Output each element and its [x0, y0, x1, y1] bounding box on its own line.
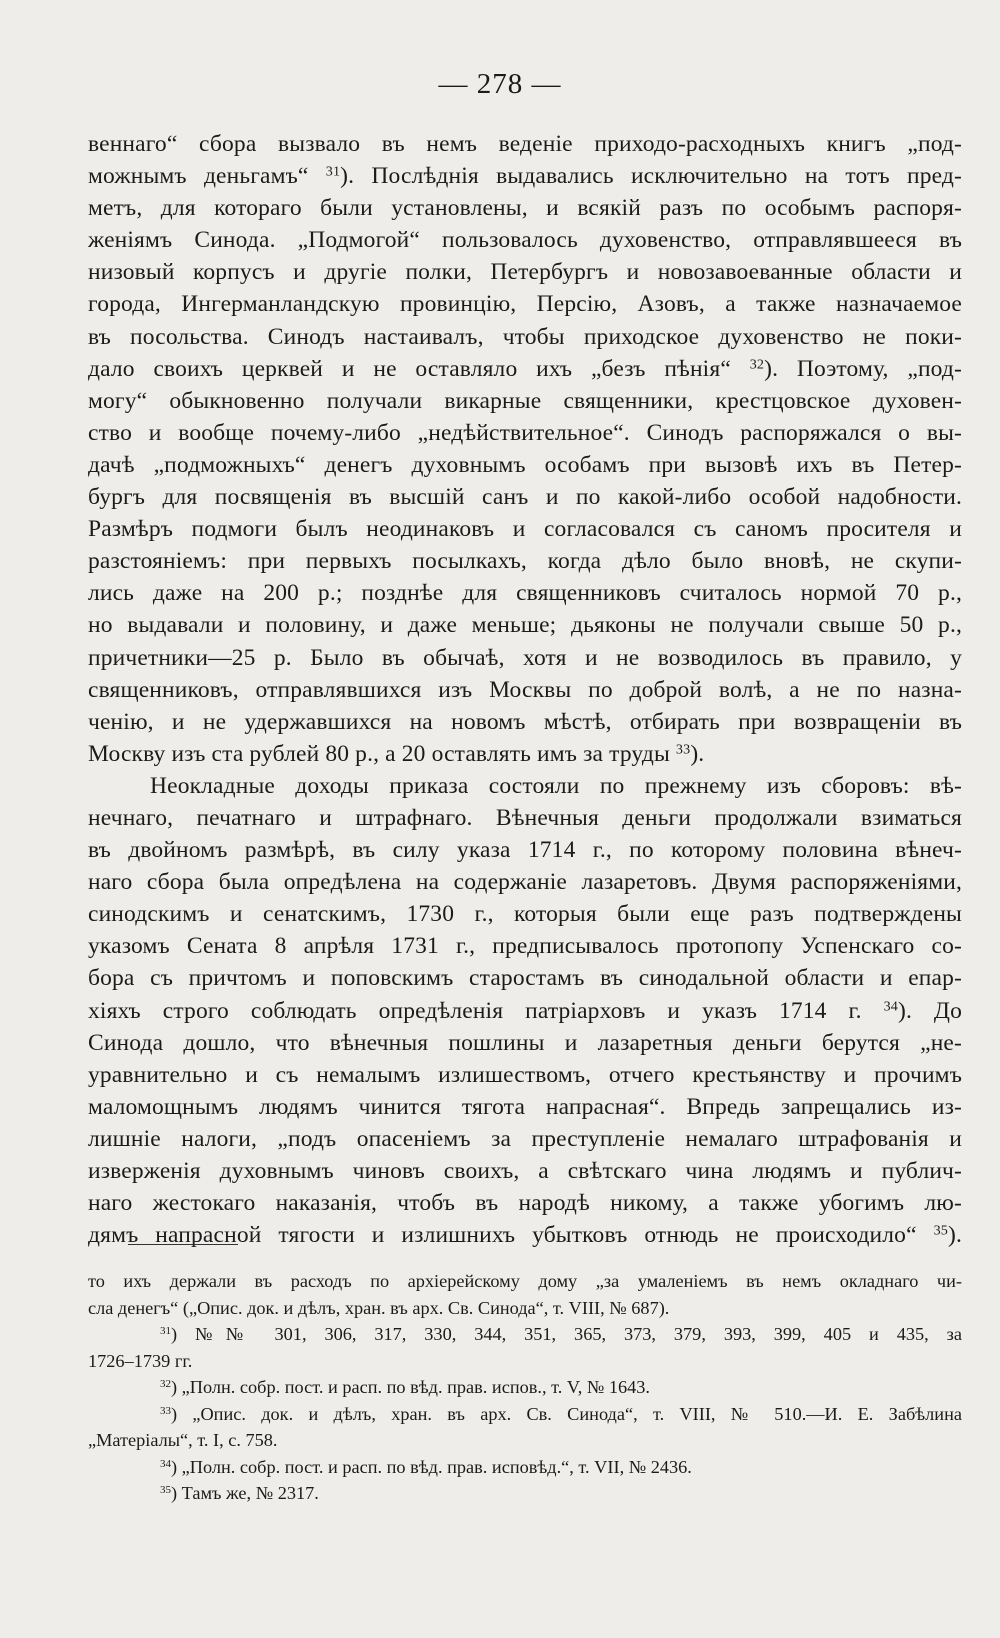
- footnote-number: 31: [160, 1324, 171, 1337]
- text-line: наго жестокаго наказанія, чтобъ въ народѣ никому, а также убогимъ лю-: [88, 1190, 962, 1217]
- footnote-number: 34: [160, 1457, 171, 1470]
- text-line: хіяхъ строго соблюдать опредѣленія патріарховъ и указъ 1714 г. $^{34}$). До: [88, 997, 963, 1024]
- text-line: метъ, для котораго были установлены, и всякій разъ по особымъ распоря-: [88, 195, 962, 222]
- text-line: низовый корпусъ и другіе полки, Петербургъ и новозавоеванные области и: [88, 259, 962, 286]
- footnote-34: $^{34}$) „Полн. собр. пост. и расп. по вѣд. прав. исповѣд.“, т. VII, № 2436.: [160, 1456, 692, 1477]
- text-line: дачѣ „подможныхъ“ денегъ духовнымъ особамъ при вызовѣ ихъ въ Петер-: [88, 451, 962, 478]
- text-line: ченію, и не удержавшихся на новомъ мѣстѣ, отбирать при возвращеніи въ: [88, 708, 962, 735]
- text-line: нечнаго, печатнаго и штрафнаго. Вѣнечныя деньги продолжали взиматься: [88, 804, 962, 831]
- text-line: но выдавали и половину, и даже меньше; дьяконы не получали свыше 50 р.,: [88, 612, 962, 639]
- text-line: указомъ Сената 8 апрѣля 1731 г., предписывалось протопопу Успенскаго со-: [88, 933, 962, 960]
- main-text: [88, 128, 962, 1251]
- text-line: уравнительно и съ немалымъ излишествомъ, отчего крестьянству и прочимъ: [88, 1061, 962, 1088]
- footnote-ref: 32: [749, 355, 765, 372]
- footnote-number: 35: [160, 1483, 171, 1496]
- footnote-32: $^{32}$) „Полн. собр. пост. и расп. по вѣд. прав. испов., т. V, № 1643.: [160, 1377, 650, 1397]
- footnote-number: 33: [160, 1404, 171, 1417]
- text-line: синодскимъ и сенатскимъ, 1730 г., которыя были еще разъ подтверждены: [88, 901, 962, 928]
- text-line: лись даже на 200 р.; позднѣе для священниковъ считалось нормой 70 р.,: [88, 580, 962, 607]
- footnote-line: сла денегъ“ („Опис. док. и дѣлъ, хран. въ арх. Св. Синода“, т. VIII, № 687).: [88, 1297, 670, 1318]
- text-line: веннаго“ сбора вызвало въ немъ веденіе приходо-расходныхъ книгъ „под-: [88, 131, 962, 157]
- footnote-number: 32: [160, 1377, 171, 1390]
- footnote-ref: 31: [325, 163, 341, 180]
- page-number: — 278 —: [438, 68, 562, 100]
- text-line: священниковъ, отправлявшихся изъ Москвы по доброй волѣ, а не по назна-: [88, 676, 962, 703]
- text-line: Синода дошло, что вѣнечныя пошлины и лазаретныя деньги берутся „не-: [88, 1029, 962, 1056]
- text-line: лишніе налоги, „подъ опасеніемъ за преступленіе немалаго штрафованія и: [88, 1125, 962, 1152]
- footnote-separator: [128, 1244, 238, 1245]
- text-line: въ посольства. Синодъ настаивалъ, чтобы приходское духовенство не поки-: [88, 323, 962, 350]
- text-line: дямъ напрасной тягости и излишнихъ убытковъ отнюдь не происходило“ $^{35}$).: [88, 1222, 962, 1249]
- footnote-31: $^{31}$) №№ 301, 306, 317, 330, 344, 351, 365, 373, 379, 393, 399, 405 и 435, за: [160, 1324, 962, 1344]
- footnote-line: то ихъ держали въ расходъ по архіерейскому дому „за умаленіемъ въ немъ окладнаго чи-: [88, 1271, 962, 1291]
- text-line: разстояніемъ: при первыхъ посылкахъ, когда дѣло было вновѣ, не скупи-: [88, 548, 962, 575]
- footnote-33: $^{33}$) „Опис. док. и дѣлъ, хран. въ арх. Св. Синода“, т. VIII, № 510.—И. Е. Забѣлина: [160, 1403, 962, 1424]
- text-line: могу“ обыкновенно получали викарные священники, крестцовское духовен-: [88, 387, 962, 414]
- footnote-ref: 35: [933, 1222, 948, 1239]
- footnote-line: „Матеріалы“, т. I, с. 758.: [88, 1430, 278, 1450]
- text-line: въ двойномъ размѣрѣ, въ силу указа 1714 г., по которому половина вѣнеч-: [88, 837, 962, 864]
- text-line: бургъ для посвященія въ высшій санъ и по какой-либо особой надобности.: [88, 484, 962, 511]
- text-line: причетники—25 р. Было въ обычаѣ, хотя и не возводилось въ правило, у: [88, 644, 962, 671]
- text-line: женіямъ Синода. „Подмогой“ пользовалось духовенство, отправлявшееся въ: [88, 227, 962, 254]
- text-line: города, Ингерманландскую провинцію, Персію, Азовъ, а также назначаемое: [88, 291, 962, 318]
- text-line: дало своихъ церквей и не оставляло ихъ „безъ пѣнія“ $^{32}$). Поэтому, „под-: [88, 355, 962, 382]
- footnote-35: $^{35}$) Тамъ же, № 2317.: [160, 1483, 319, 1503]
- text-line: наго сбора была опредѣлена на содержаніе лазаретовъ. Двумя распоряженіями,: [88, 869, 962, 896]
- text-line: Москву изъ ста рублей 80 р., а 20 оставлять имъ за труды $^{33}$).: [88, 740, 705, 767]
- text-line: изверженія духовнымъ чиновъ своихъ, а свѣтскаго чина людямъ и публич-: [88, 1158, 962, 1184]
- text-line: маломощнымъ людямъ чинится тягота напрасная“. Впредь запрещались из-: [88, 1093, 962, 1120]
- text-line: Неокладные доходы приказа состояли по прежнему изъ сборовъ: вѣ-: [150, 772, 962, 799]
- footnote-ref: 34: [883, 997, 898, 1014]
- text-line: бора съ причтомъ и поповскимъ старостамъ въ синодальной области и епар-: [88, 965, 962, 992]
- text-line: можнымъ деньгамъ“ $^{31}$). Послѣднія выдавались исключительно на тотъ пред-: [88, 163, 962, 190]
- footnote-line: 1726–1739 гг.: [88, 1350, 193, 1371]
- text-line: Размѣръ подмоги былъ неодинаковъ и согласовался съ саномъ просителя и: [88, 516, 962, 543]
- footnotes: [88, 1268, 962, 1507]
- footnote-ref: 33: [675, 741, 691, 758]
- text-line: ство и вообще почему-либо „недѣйствительное“. Синодъ распоряжался о вы-: [88, 419, 962, 446]
